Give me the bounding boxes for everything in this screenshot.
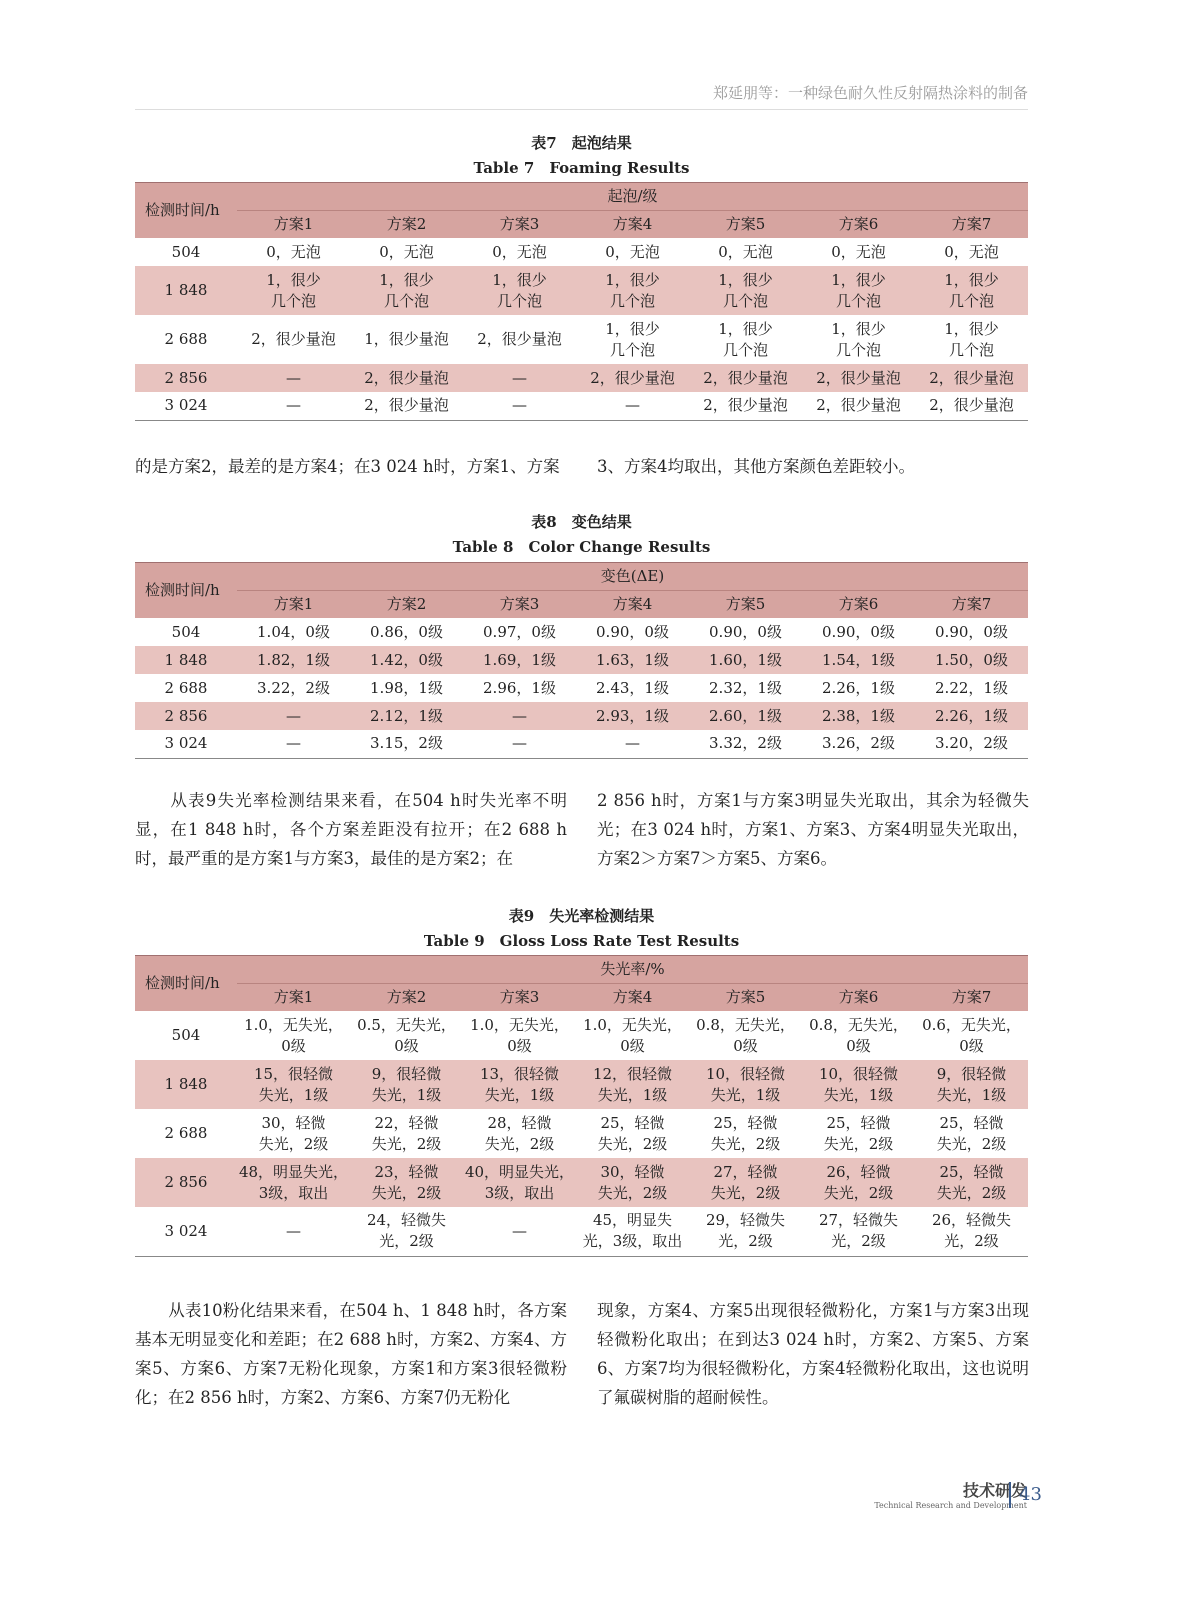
group-header: 起泡/级	[237, 183, 1028, 211]
value-cell: 1.0，无失光， 0级	[244, 1015, 343, 1055]
value-cell: 9，很轻微 失光，1级	[915, 1060, 1028, 1109]
value-cell: 40，明显失光， 3级，取出	[463, 1158, 576, 1207]
value-cell: 48，明显失光， 3级，取出	[237, 1158, 350, 1207]
column-header: 方案3	[463, 211, 576, 239]
value-cell: —	[237, 702, 350, 730]
value-cell: 23，轻微 失光，2级	[350, 1158, 463, 1207]
value-cell: 13，很轻微 失光，1级	[463, 1060, 576, 1109]
value-cell: 1.0，无失光， 0级	[470, 1015, 569, 1055]
value-cell: —	[512, 1221, 527, 1240]
value-cell: —	[463, 364, 576, 392]
table7-foaming-results	[135, 182, 1028, 421]
time-cell: 2 688	[164, 678, 208, 697]
table8-caption-cn: 表8 变色结果	[531, 513, 632, 531]
value-cell: 1.82，1级	[237, 646, 350, 674]
value-cell: 0.97，0级	[483, 622, 556, 641]
value-cell: 2，很少量泡	[802, 364, 915, 392]
value-cell: 1，很少 几个泡	[802, 266, 915, 315]
column-header: 方案3	[463, 591, 576, 619]
value-cell: 0.5，无失光， 0级	[357, 1015, 456, 1055]
value-cell: 25，轻微 失光，2级	[710, 1113, 781, 1153]
value-cell: 3.22，2级	[257, 678, 330, 697]
time-cell: 1 848	[135, 646, 237, 674]
value-cell: 1，很少 几个泡	[831, 319, 886, 359]
value-cell: 2，很少量泡	[251, 330, 336, 348]
value-cell: 0，无泡	[831, 242, 886, 261]
value-cell: 22，轻微 失光，2级	[371, 1113, 442, 1153]
value-cell: —	[625, 396, 640, 415]
table7-caption-en: Table 7 Foaming Results	[473, 159, 690, 177]
value-cell: 0.90，0级	[596, 622, 669, 641]
column-header: 方案7	[915, 211, 1028, 239]
value-cell: 1，很少 几个泡	[915, 266, 1028, 315]
value-cell: 24，轻微失 光，2级	[366, 1211, 447, 1251]
table-row	[135, 1207, 1028, 1256]
value-cell: 2，很少量泡	[929, 396, 1014, 415]
value-cell: 1.63，1级	[576, 646, 689, 674]
table-row	[135, 364, 1028, 392]
table9-caption-cn: 表9 失光率检测结果	[508, 907, 655, 925]
value-cell: 2.26，1级	[822, 678, 895, 697]
value-cell: —	[512, 396, 527, 415]
table-row	[135, 1060, 1028, 1109]
time-cell: 3 024	[164, 396, 208, 415]
column-header: 方案1	[237, 984, 350, 1012]
time-cell: 2 856	[135, 702, 237, 730]
paragraph-1-right: 3、方案4均取出，其他方案颜色差距较小。	[597, 457, 915, 476]
table9-gloss-loss-results	[135, 955, 1028, 1257]
value-cell: 2，很少量泡	[576, 364, 689, 392]
value-cell: 1，很少 几个泡	[237, 266, 350, 315]
value-cell: 26，轻微 失光，2级	[802, 1158, 915, 1207]
value-cell: 1.42，0级	[350, 646, 463, 674]
value-cell: 3.15，2级	[370, 734, 443, 753]
paragraph-3-left: 从表10粉化结果来看，在504 h、1 848 h时，各方案基本无明显变化和差距；在2 688 h时，方案2、方案4、方案5、方案6、方案7无粉化现象，方案1和方案3很轻微粉化；在2 856 h时，方案2、方案6、方案7仍无粉化	[135, 1301, 567, 1407]
paragraph-2-left: 从表9失光率检测结果来看，在504 h时失光率不明显，在1 848 h时，各个方案差距没有拉开；在2 688 h时，最严重的是方案1与方案3，最佳的是方案2；在	[135, 791, 567, 868]
time-cell: 3 024	[164, 1221, 208, 1240]
value-cell: 2，很少量泡	[915, 364, 1028, 392]
column-header: 方案2	[350, 591, 463, 619]
value-cell: 1，很少 几个泡	[463, 266, 576, 315]
column-header: 方案1	[237, 211, 350, 239]
value-cell: 1，很少量泡	[364, 330, 449, 348]
time-cell: 2 688	[164, 330, 208, 348]
value-cell: 0.8，无失光， 0级	[809, 1015, 908, 1055]
column-header: 方案2	[350, 211, 463, 239]
value-cell: 28，轻微 失光，2级	[484, 1113, 555, 1153]
row-header: 检测时间/h	[135, 563, 237, 619]
value-cell: 2，很少量泡	[350, 364, 463, 392]
paragraph-3-right: 现象，方案4、方案5出现很轻微粉化，方案1与方案3出现轻微粉化取出；在到达3 024 h时，方案2、方案5、方案6、方案7均为很轻微粉化，方案4轻微粉化取出，这也说明了氟碳树脂的超耐候性。	[597, 1301, 1029, 1407]
footer-section-cn: 技术研发	[962, 1481, 1027, 1500]
value-cell: 1，很少 几个泡	[350, 266, 463, 315]
value-cell: 0.90，0级	[822, 622, 895, 641]
time-cell: 3 024	[164, 734, 208, 753]
value-cell: 25，轻微 失光，2级	[597, 1113, 668, 1153]
paragraph-1-left: 的是方案2，最差的是方案4；在3 024 h时，方案1、方案	[135, 457, 560, 476]
value-cell: 1.60，1级	[689, 646, 802, 674]
column-header: 方案7	[915, 591, 1028, 619]
footer-section-en: Technical Research and Development	[874, 1501, 1027, 1510]
time-cell: 1 848	[135, 266, 237, 315]
value-cell: 2，很少量泡	[364, 396, 449, 415]
value-cell: 2，很少量泡	[477, 330, 562, 348]
value-cell: 25，轻微 失光，2级	[915, 1158, 1028, 1207]
value-cell: 27，轻微失 光，2级	[818, 1211, 899, 1251]
column-header: 方案1	[237, 591, 350, 619]
value-cell: 1.0，无失光， 0级	[583, 1015, 682, 1055]
value-cell: 25，轻微 失光，2级	[823, 1113, 894, 1153]
value-cell: 0，无泡	[266, 242, 321, 261]
value-cell: 1，很少 几个泡	[605, 319, 660, 359]
value-cell: 2.60，1级	[689, 702, 802, 730]
table-row	[135, 1109, 1028, 1158]
column-header: 方案5	[689, 984, 802, 1012]
value-cell: 0.8，无失光， 0级	[696, 1015, 795, 1055]
value-cell: 2，很少量泡	[689, 364, 802, 392]
value-cell: 45，明显失 光，3级，取出	[582, 1211, 683, 1251]
value-cell: 1.98，1级	[370, 678, 443, 697]
table7-caption-cn: 表7 起泡结果	[531, 134, 632, 152]
value-cell: 0.6，无失光， 0级	[922, 1015, 1021, 1055]
value-cell: 0.90，0级	[709, 622, 782, 641]
value-cell: 29，轻微失 光，2级	[705, 1211, 786, 1251]
value-cell: 2，很少量泡	[703, 396, 788, 415]
group-header: 变色(ΔE)	[237, 563, 1028, 591]
time-cell: 1 848	[135, 1060, 237, 1109]
column-header: 方案4	[576, 591, 689, 619]
table-row	[135, 238, 1028, 266]
value-cell: 1，很少 几个泡	[576, 266, 689, 315]
column-header: 方案4	[576, 984, 689, 1012]
time-cell: 504	[171, 622, 201, 641]
value-cell: 2.96，1级	[483, 678, 556, 697]
table-row	[135, 392, 1028, 420]
value-cell: 9，很轻微 失光，1级	[350, 1060, 463, 1109]
row-header: 检测时间/h	[135, 956, 237, 1012]
value-cell: 1.50，0级	[915, 646, 1028, 674]
value-cell: 3.32，2级	[709, 734, 782, 753]
value-cell: 3.26，2级	[822, 734, 895, 753]
value-cell: 1.54，1级	[802, 646, 915, 674]
column-header: 方案6	[802, 984, 915, 1012]
table-row	[135, 315, 1028, 364]
time-cell: 504	[171, 1026, 201, 1044]
value-cell: 2，很少量泡	[816, 396, 901, 415]
value-cell: —	[286, 1221, 301, 1240]
time-cell: 2 856	[135, 364, 237, 392]
value-cell: —	[512, 734, 527, 753]
value-cell: 30，轻微 失光，2级	[576, 1158, 689, 1207]
table-row	[135, 1158, 1028, 1207]
value-cell: 15，很轻微 失光，1级	[237, 1060, 350, 1109]
value-cell: 0，无泡	[492, 242, 547, 261]
column-header: 方案3	[463, 984, 576, 1012]
table-row	[135, 646, 1028, 674]
value-cell: 2.38，1级	[802, 702, 915, 730]
column-header: 方案5	[689, 591, 802, 619]
value-cell: 10，很轻微 失光，1级	[802, 1060, 915, 1109]
value-cell: 12，很轻微 失光，1级	[576, 1060, 689, 1109]
table9-caption-en: Table 9 Gloss Loss Rate Test Results	[423, 932, 740, 950]
row-header: 检测时间/h	[135, 183, 237, 239]
group-header: 失光率/%	[237, 956, 1028, 984]
value-cell: 1.69，1级	[463, 646, 576, 674]
value-cell: 0，无泡	[718, 242, 773, 261]
value-cell: 2.43，1级	[596, 678, 669, 697]
column-header: 方案4	[576, 211, 689, 239]
value-cell: 0，无泡	[944, 242, 999, 261]
table8-caption-en: Table 8 Color Change Results	[452, 538, 711, 556]
value-cell: 1，很少 几个泡	[718, 319, 773, 359]
column-header: 方案7	[915, 984, 1028, 1012]
running-head: 郑延朋等：一种绿色耐久性反射隔热涂料的制备	[135, 82, 1028, 110]
column-header: 方案6	[802, 211, 915, 239]
column-header: 方案2	[350, 984, 463, 1012]
value-cell: 30，轻微 失光，2级	[258, 1113, 329, 1153]
value-cell: 3.20，2级	[935, 734, 1008, 753]
time-cell: 2 688	[164, 1124, 208, 1142]
value-cell: 2.93，1级	[576, 702, 689, 730]
value-cell: 0.86，0级	[370, 622, 443, 641]
value-cell: —	[237, 364, 350, 392]
value-cell: 2.22，1级	[935, 678, 1008, 697]
value-cell: —	[625, 734, 640, 753]
value-cell: —	[463, 702, 576, 730]
footer-section	[874, 1478, 1027, 1510]
value-cell: 2.32，1级	[709, 678, 782, 697]
column-header: 方案6	[802, 591, 915, 619]
value-cell: 0，无泡	[605, 242, 660, 261]
value-cell: 27，轻微 失光，2级	[689, 1158, 802, 1207]
table-row	[135, 730, 1028, 758]
table-row	[135, 266, 1028, 315]
paragraph-2-right: 2 856 h时，方案1与方案3明显失光取出，其余为轻微失光；在3 024 h时，方案1、方案3、方案4明显失光取出，方案2＞方案7＞方案5、方案6。	[597, 791, 1029, 868]
table-row	[135, 702, 1028, 730]
column-header: 方案5	[689, 211, 802, 239]
table8-color-change-results	[135, 562, 1028, 759]
value-cell: —	[286, 396, 301, 415]
time-cell: 504	[171, 242, 201, 261]
value-cell: 1，很少 几个泡	[689, 266, 802, 315]
value-cell: 2.12，1级	[350, 702, 463, 730]
value-cell: 0，无泡	[379, 242, 434, 261]
value-cell: —	[286, 734, 301, 753]
table-row	[135, 674, 1028, 702]
value-cell: 1，很少 几个泡	[944, 319, 999, 359]
value-cell: 10，很轻微 失光，1级	[689, 1060, 802, 1109]
time-cell: 2 856	[135, 1158, 237, 1207]
table-row	[135, 1011, 1028, 1060]
table-row	[135, 618, 1028, 646]
value-cell: 26，轻微失 光，2级	[931, 1211, 1012, 1251]
value-cell: 0.90，0级	[935, 622, 1008, 641]
value-cell: 2.26，1级	[915, 702, 1028, 730]
value-cell: 1.04，0级	[257, 622, 330, 641]
value-cell: 25，轻微 失光，2级	[936, 1113, 1007, 1153]
page-number: 43	[1009, 1482, 1042, 1508]
